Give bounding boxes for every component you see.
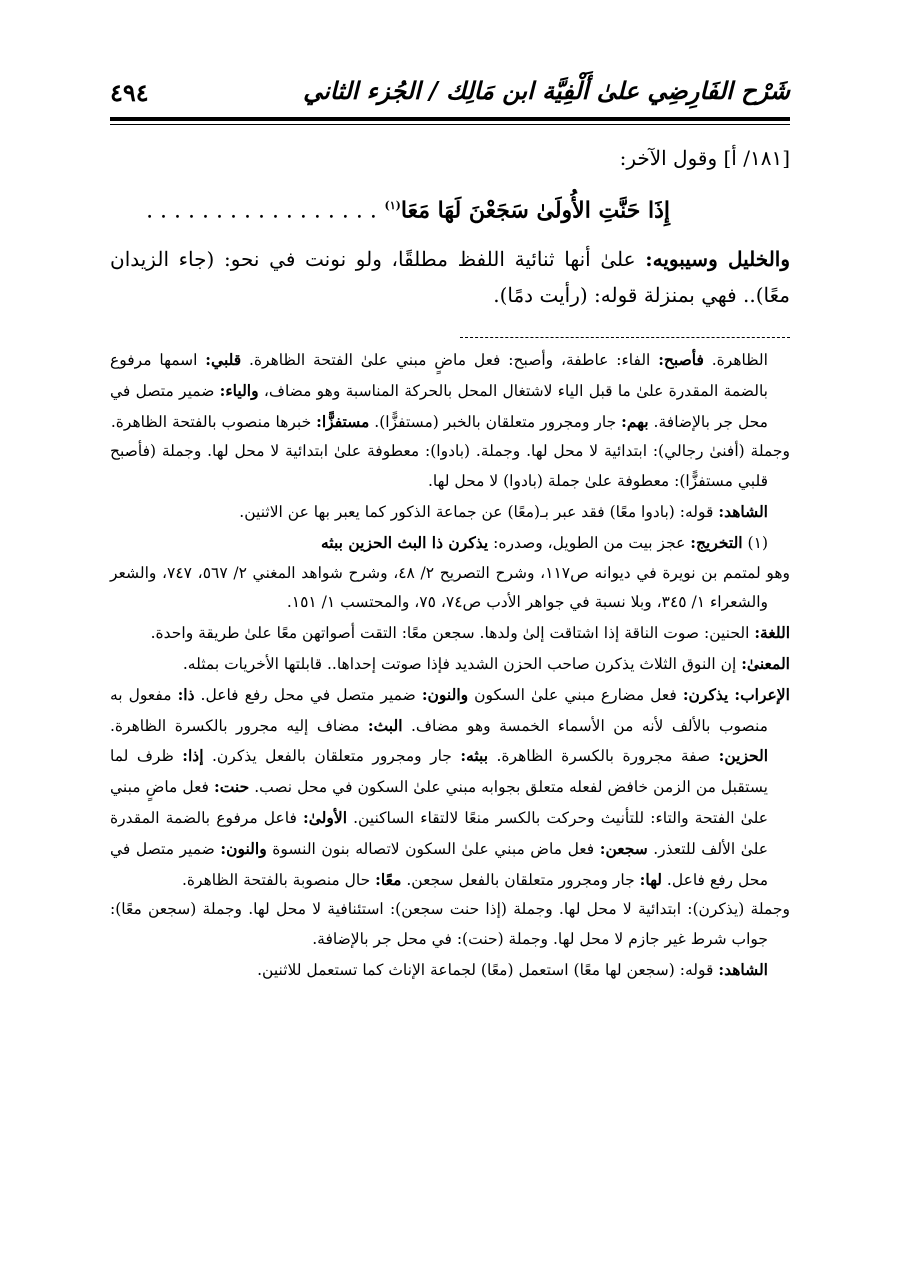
note-text: حال منصوبة بالفتحة الظاهرة. <box>182 870 371 889</box>
note-text: جار ومجرور متعلقان بالفعل سجعن. <box>406 870 635 889</box>
note-irab <box>110 680 790 896</box>
note-term: الشاهد: <box>718 501 768 521</box>
reference-line: [١٨١/ أ] وقول الآخر: <box>619 146 790 170</box>
note-text: جار ومجرور متعلقان بالفعل يذكرن. <box>211 747 452 766</box>
note-term: سجعن: <box>599 838 648 858</box>
note-term: البث: <box>367 715 403 735</box>
note-continuation <box>110 345 790 437</box>
note-maana <box>110 649 790 680</box>
note-term: الأولىٰ: <box>303 807 347 827</box>
note-text: مضاف إليه مجرور بالكسرة الظاهرة. <box>110 716 360 735</box>
note-term: قلبي: <box>205 350 242 369</box>
note-sentences-2: وجملة (يذكرن): ابتدائية لا محل لها. وجملة (إذا حنت سجعن): استئنافية لا محل لها. وجملة (سجعن معًا): جواب شرط غير جازم لا محل لها. وجملة (حنت): في محل جر بالإضافة. <box>110 900 790 949</box>
verse-line <box>110 176 790 241</box>
main-paragraph-text: علىٰ أنها ثنائية اللفظ مطلقًا، ولو نونت في نحو: (جاء الزيدان معًا).. فهي بمنزلة قوله: (رأيت دمًا). <box>110 247 790 308</box>
note-text: خبرها منصوب بالفتحة الظاهرة. <box>110 412 312 431</box>
note-text: الحنين: صوت الناقة إذا اشتاقت إلىٰ ولدها. سجعن معًا: التقت أصواتهن معًا علىٰ طريقة واحدة. <box>150 624 750 643</box>
note-term: حنت: <box>213 777 250 797</box>
note-text: قوله: (سجعن لها معًا) استعمل (معًا) لجماعة الإناث كما تستعمل للاثنين. <box>257 960 714 979</box>
note-term: يذكرن: <box>682 684 729 704</box>
main-paragraph-lead: والخليل وسيبويه: <box>645 247 791 272</box>
main-text <box>110 140 790 313</box>
note-text: قوله: (بادوا معًا) فقد عبر بـ(معًا) عن جماعة الذكور كما يعبر بها عن الاثنين. <box>239 502 714 521</box>
note-term: ذا: <box>177 684 195 704</box>
note-term: معًا: <box>375 869 402 889</box>
note-sentences: وجملة (أفنىٰ رجالي): ابتدائية لا محل لها. وجملة. (بادوا): معطوفة علىٰ ابتدائية لا محل لها. وجملة (فأصبح قلبي مستفزًّا): معطوفة علىٰ جملة (بادوا) لا محل لها. <box>110 442 790 491</box>
note-term: التخريج: <box>690 532 743 552</box>
verse-ellipsis: . . . . . . . . . . . . . . . . . <box>146 198 377 224</box>
note-term: والياء: <box>219 380 259 400</box>
note-text: ضمير متصل في محل جر بالإضافة. <box>110 381 768 431</box>
page-number: ٤٩٤ <box>110 78 149 107</box>
note-term: بهم: <box>621 411 649 431</box>
note-term: يذكرن ذا البث الحزين ببثه <box>321 532 489 552</box>
note-text: إن النوق الثلاث يذكرن صاحب الحزن الشديد فإذا صوتت إحداها.. قابلتها الأخريات بمثله. <box>182 654 737 673</box>
footnote-marker: (١) <box>384 199 401 212</box>
note-lugha <box>110 618 790 649</box>
note-text: عجز بيت من الطويل، وصدره: <box>493 533 686 552</box>
note-text: فعل ماض مبني علىٰ السكون لاتصاله بنون النسوة <box>272 839 595 858</box>
note-text: اسمها مرفوع بالضمة المقدرة علىٰ ما قبل الياء لاشتغال المحل بالحركة المناسبة وهو مضاف، <box>110 351 768 400</box>
note-text: فاعل مرفوع بالضمة المقدرة علىٰ الألف للتعذر. <box>110 808 769 858</box>
header-rule-thin <box>110 124 790 125</box>
note-term: لها: <box>639 869 662 889</box>
note-term: المعنىٰ: <box>741 653 790 673</box>
note-term: مستفزًّا: <box>316 411 370 431</box>
note-text: فعل مضارع مبني علىٰ السكون <box>474 685 677 704</box>
note-text: الظاهرة. <box>711 351 768 369</box>
note-sources: وهو لمتمم بن نويرة في ديوانه ص١١٧، وشرح التصريح ٢/ ٤٨، وشرح شواهد المغني ٢/ ٥٦٧، ٧٤٧، والشعر والشعراء ١/ ٣٤٥، وبلا نسبة في جواهر الأدب ص٧٤، ٧٥، والمحتسب ١/ ١٥١. <box>110 563 791 612</box>
note-term: الشاهد: <box>718 959 768 979</box>
note-term: فأصبح: <box>658 350 704 369</box>
note-term: والنون: <box>421 684 469 704</box>
note-text: فعل ماضٍ مبني علىٰ الفتحة والتاء: للتأنيث وحركت بالكسر منعًا لالتقاء الساكنين. <box>110 778 768 827</box>
note-text: ضمير متصل في محل رفع فاعل. <box>110 839 768 889</box>
note-term: إذا: <box>182 746 204 766</box>
page-header <box>110 74 790 114</box>
note-text: مفعول به منصوب بالألف لأنه من الأسماء الخمسة وهو مضاف. <box>110 685 768 735</box>
note-shahid-1 <box>110 497 790 528</box>
note-shahid-2 <box>110 955 790 986</box>
note-term: الحزين: <box>718 746 769 766</box>
note-term: ببثه: <box>460 746 489 766</box>
running-title: شَرْح الفَارِضِي علىٰ أَلْفِيَّة ابن مَالِك / الجُزء الثاني <box>303 76 790 105</box>
note-term: الإعراب: <box>734 684 790 704</box>
note-text: ظرف لما يستقبل من الزمن خافض لفعله متعلق بجوابه مبني علىٰ السكون في محل نصب. <box>110 747 768 797</box>
main-paragraph <box>110 241 790 313</box>
note-text: جار ومجرور متعلقان بالخبر (مستفزًّا). <box>374 412 617 431</box>
verse-text: إِذَا حَنَّتِ الأُولَىٰ سَجَعْنَ لَهَا مَعَا <box>400 197 670 224</box>
note-term: اللغة: <box>754 623 790 643</box>
footnote-1-takhrij <box>110 528 790 559</box>
header-rule-thick <box>110 117 790 121</box>
footnote-number: (١) <box>747 533 768 552</box>
note-term: والنون: <box>220 838 267 858</box>
note-text: صفة مجرورة بالكسرة الظاهرة. <box>496 747 711 766</box>
footnotes <box>110 345 790 986</box>
footnote-separator <box>460 337 790 338</box>
note-text: ضمير متصل في محل رفع فاعل. <box>200 685 416 704</box>
note-text: الفاء: عاطفة، وأصبح: فعل ماضٍ مبني علىٰ الفتحة الظاهرة. <box>248 351 651 369</box>
